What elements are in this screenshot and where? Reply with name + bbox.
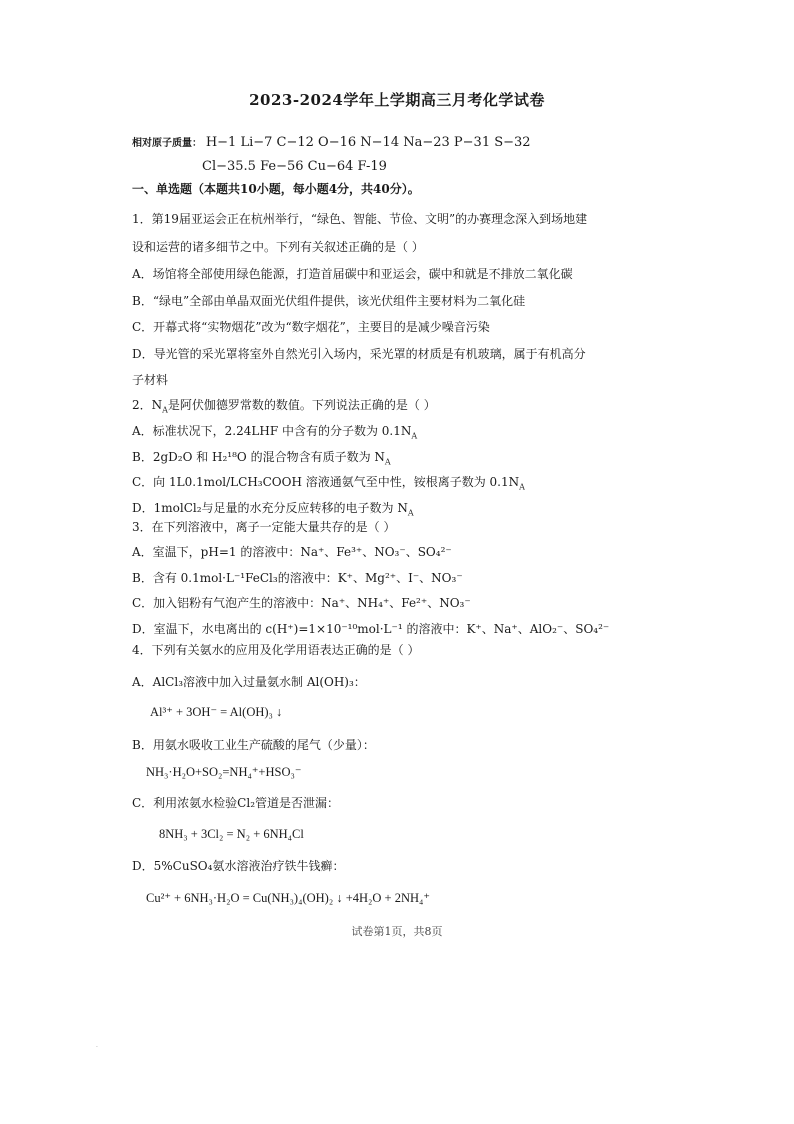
- q2-option-d-subscript: A: [407, 508, 414, 518]
- scan-speck: ·: [96, 1044, 98, 1051]
- q2-stem-rest: 是阿伏伽德罗常数的数值。下列说法正确的是（ ）: [167, 398, 436, 412]
- q2-stem: [132, 397, 436, 413]
- page-footer: 试卷第1页，共8页: [351, 925, 443, 938]
- atomic-masses-line-1: [132, 134, 531, 152]
- q2-option-b: [132, 449, 391, 465]
- q1-option-a: A．场馆将全部使用绿色能源，打造首届碳中和亚运会，碳中和就是不排放二氧化碳: [132, 267, 573, 281]
- q3-stem: 3．在下列溶液中，离子一定能大量共存的是（ ）: [132, 520, 396, 534]
- q2-option-b-subscript: A: [384, 457, 391, 467]
- q2-stem-subscript: A: [162, 405, 168, 415]
- q4-option-c: C．利用浓氨水检验Cl₂管道是否泄漏：: [132, 796, 340, 810]
- q4-option-d-equation: Cu²⁺ + 6NH₃·H₂O = Cu(NH₃)₄(OH)₂ ↓ +4H₂O + 2NH₄⁺: [146, 891, 430, 905]
- q4-option-b: B．用氨水吸收工业生产硫酸的尾气（少量）：: [132, 738, 375, 752]
- q2-option-a-text: A．标准状况下，2.24LHF 中含有的分子数为 0.1N: [132, 424, 412, 438]
- q4-option-b-equation: NH₃·H₂O+SO₂=NH₄⁺+HSO₃⁻: [146, 765, 302, 779]
- q2-option-a-subscript: A: [411, 431, 418, 441]
- q1-option-d-line-1: D．导光管的采光罩将室外自然光引入场内，采光罩的材质是有机玻璃，属于有机高分: [132, 347, 586, 361]
- q4-option-a-equation: Al³⁺ + 3OH⁻ = Al(OH)₃ ↓: [150, 705, 283, 719]
- q2-option-b-text: B．2gD₂O 和 H₂¹⁸O 的混合物含有质子数为 N: [132, 450, 385, 464]
- q3-option-b: B．含有 0.1mol·L⁻¹FeCl₃的溶液中：K⁺、Mg²⁺、I⁻、NO₃⁻: [132, 571, 463, 585]
- q1-option-b: B．“绿电”全部由单晶双面光伏组件提供，该光伏组件主要材料为二氧化硅: [132, 294, 526, 308]
- q1-option-d-line-2: 子材料: [132, 373, 169, 387]
- q4-option-c-equation: 8NH₃ + 3Cl₂ = N₂ + 6NH₄Cl: [159, 827, 304, 841]
- atomic-masses-label: 相对原子质量：: [132, 138, 202, 149]
- q4-option-a: A．AlCl₃溶液中加入过量氨水制 Al(OH)₃：: [132, 675, 366, 689]
- q2-option-c: [132, 474, 525, 490]
- q2-stem-prefix: 2．N: [132, 398, 163, 412]
- atomic-masses-values-1: H−1 Li−7 C−12 O−16 N−14 Na−23 P−31 S−32: [205, 135, 531, 150]
- q2-option-c-text: C．向 1L0.1mol/LCH₃COOH 溶液通氨气至中性，铵根离子数为 0.1N: [132, 475, 520, 489]
- q1-option-c: C．开幕式将“实物烟花”改为“数字烟花”，主要目的是减少噪音污染: [132, 320, 490, 334]
- q2-option-c-subscript: A: [519, 482, 525, 492]
- q4-stem: 4．下列有关氨水的应用及化学用语表达正确的是（ ）: [132, 643, 420, 657]
- q2-option-d: [132, 500, 414, 516]
- page-title: 2023-2024学年上学期高三月考化学试卷: [249, 91, 545, 109]
- q1-stem-line-2: 设和运营的诸多细节之中。下列有关叙述正确的是（ ）: [132, 240, 424, 254]
- q4-option-d: D．5%CuSO₄氨水溶液治疗铁牛钱癣：: [132, 859, 345, 873]
- q3-option-a: A．室温下，pH=1 的溶液中：Na⁺、Fe³⁺、NO₃⁻、SO₄²⁻: [132, 545, 452, 559]
- q3-option-d: D．室温下，水电离出的 c(H⁺)=1×10⁻¹⁰mol·L⁻¹ 的溶液中：K⁺、Na⁺、AlO₂⁻、SO₄²⁻: [132, 622, 610, 636]
- atomic-masses-line-2: Cl−35.5 Fe−56 Cu−64 F-19: [202, 159, 387, 174]
- q2-option-a: [132, 423, 417, 439]
- q3-option-c: C．加入铝粉有气泡产生的溶液中：Na⁺、NH₄⁺、Fe²⁺、NO₃⁻: [132, 596, 471, 610]
- section-heading: 一、单选题（本题共10小题，每小题4分，共40分）。: [132, 182, 420, 196]
- q2-option-d-text: D．1molCl₂与足量的水充分反应转移的电子数为 N: [132, 501, 408, 515]
- q1-stem-line-1: 1．第19届亚运会正在杭州举行，“绿色、智能、节俭、文明”的办赛理念深入到场地建: [132, 212, 588, 226]
